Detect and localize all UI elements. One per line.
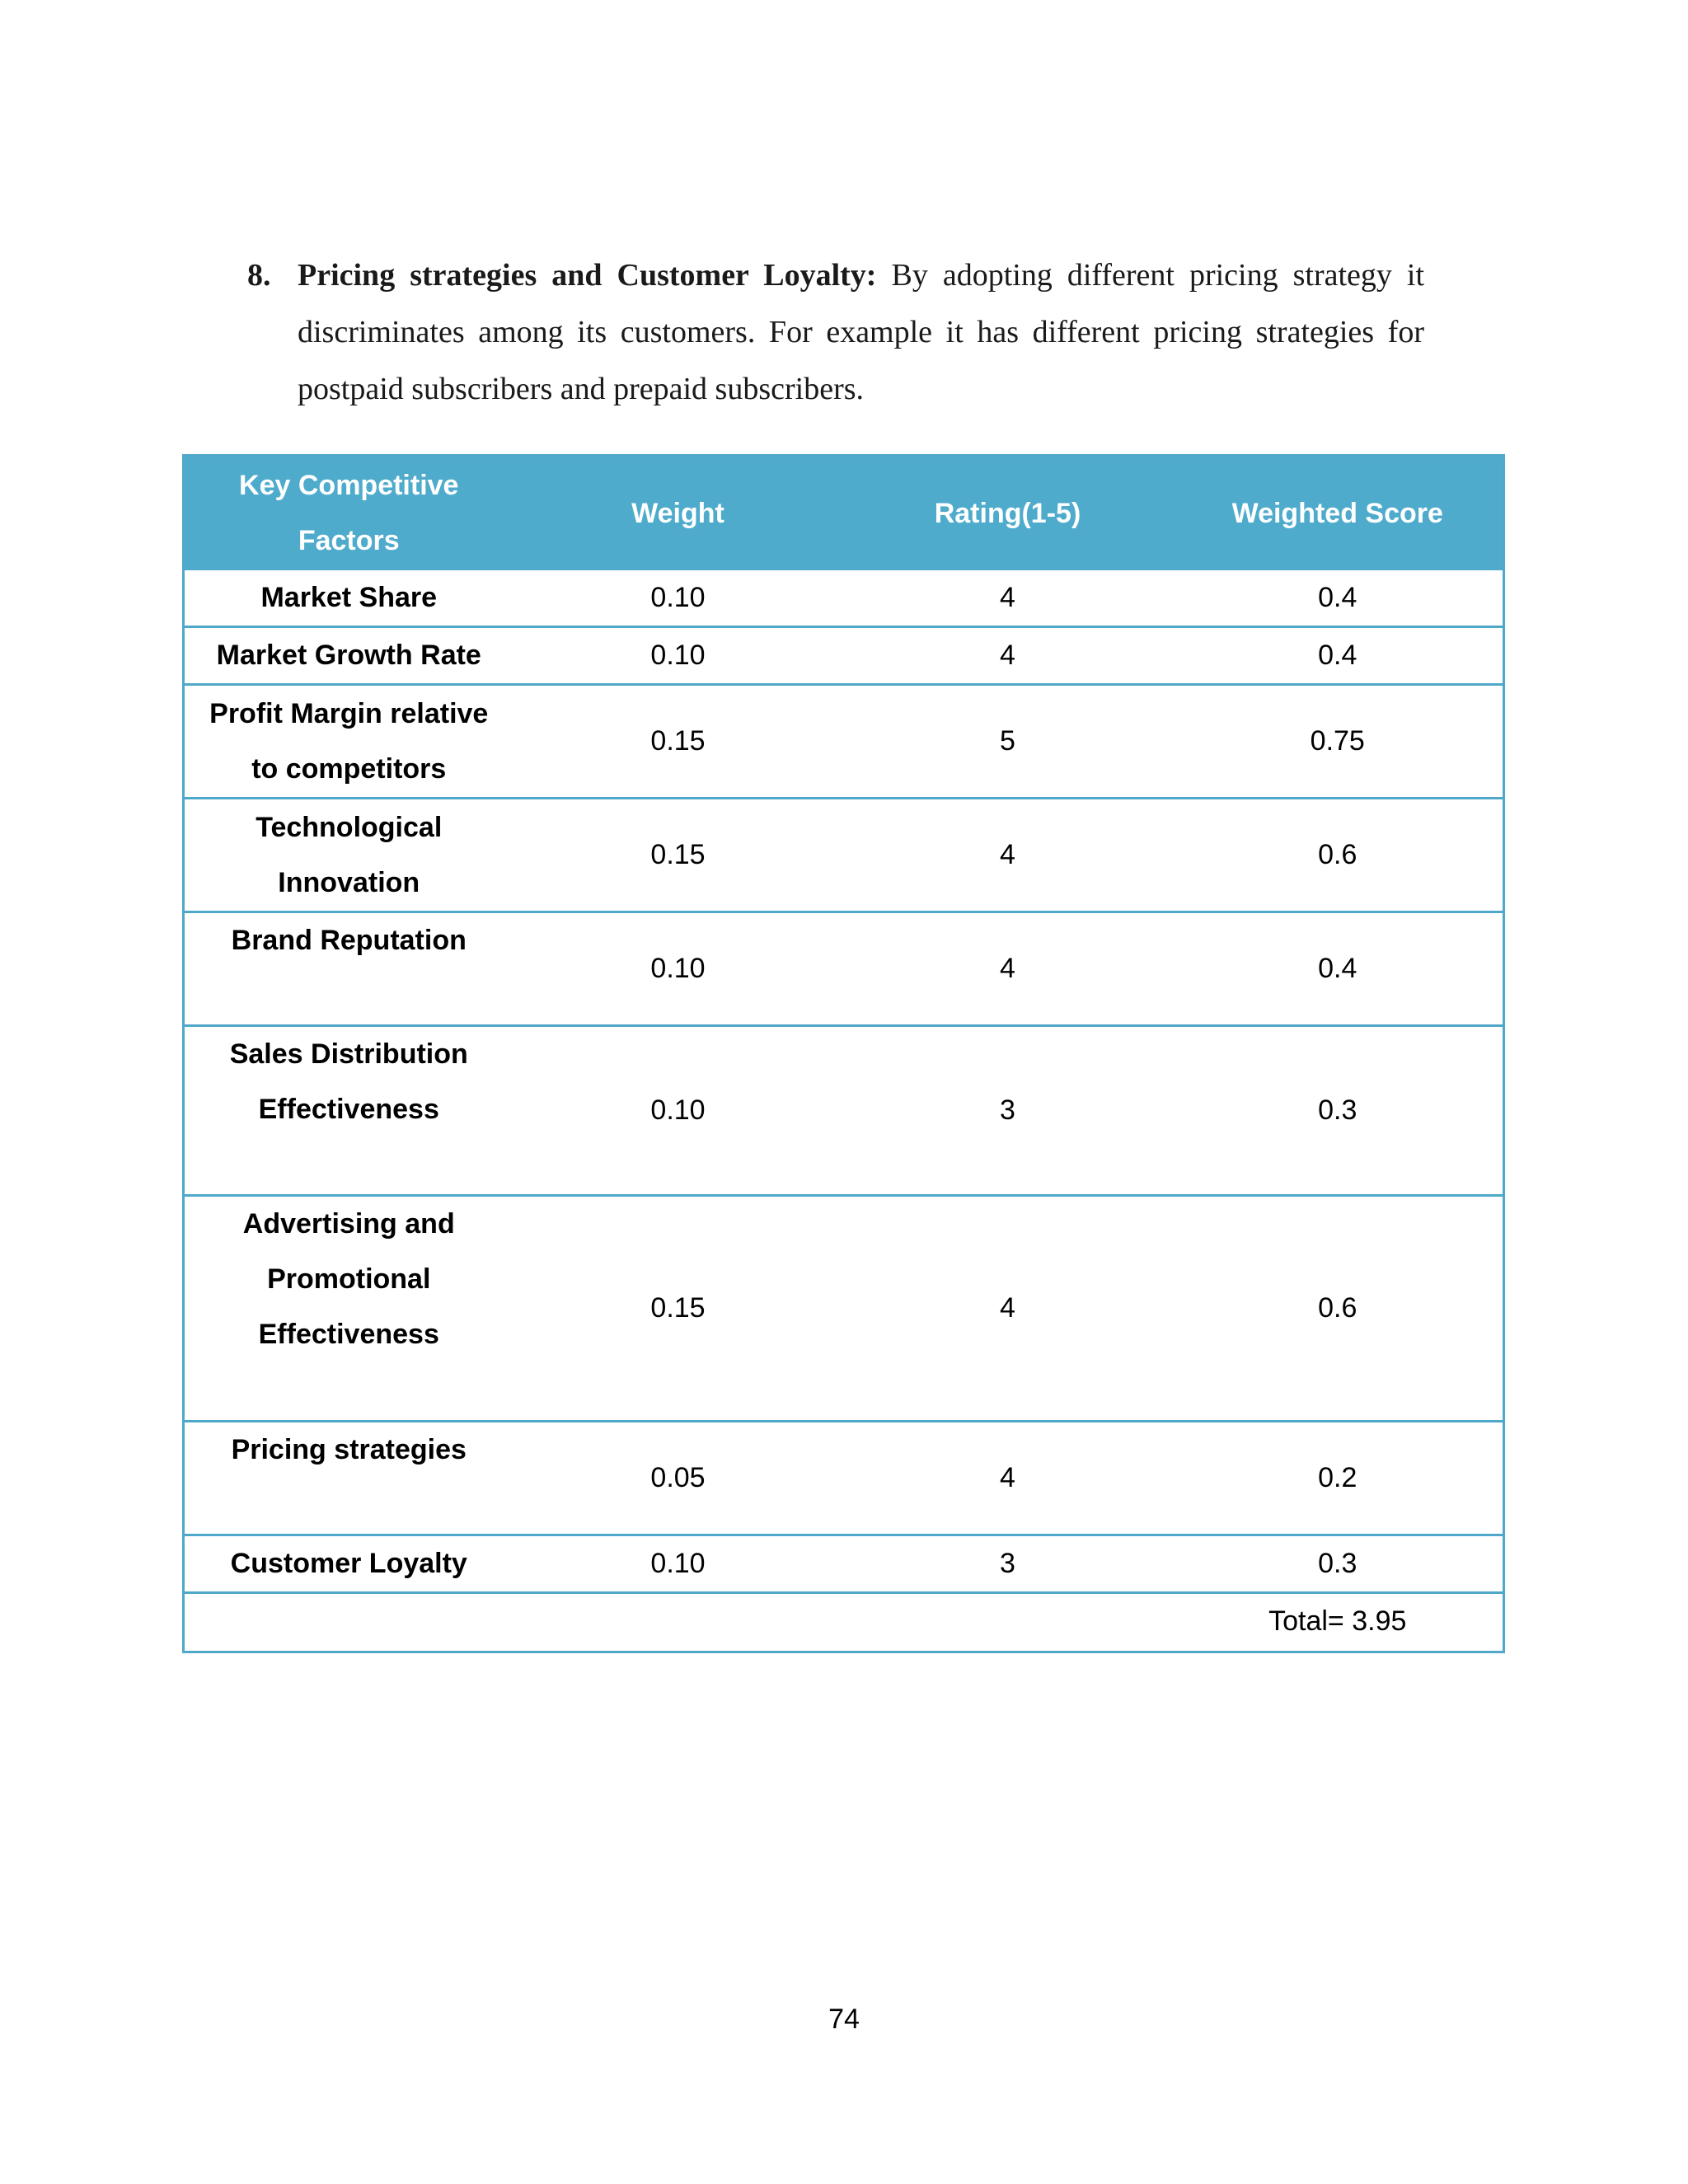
section-text: By adopting different pricing strategy it discriminates among its customers. For example it has different pricing strategies for postpaid subscribers and prepaid subscribers. bbox=[298, 258, 1425, 406]
factor-cell: Market Growth Rate bbox=[184, 627, 513, 685]
table-row bbox=[184, 570, 1504, 627]
header-key-factors: Key Competitive Factors bbox=[184, 456, 513, 571]
score-cell: 0.4 bbox=[1173, 912, 1504, 1026]
weight-cell: 0.10 bbox=[650, 582, 706, 613]
weight-cell: 0.10 bbox=[513, 627, 843, 685]
header-weight: Weight bbox=[513, 456, 843, 571]
score-cell: 0.6 bbox=[1173, 1196, 1504, 1422]
table-row bbox=[184, 1535, 1504, 1593]
weight-cell: 0.15 bbox=[513, 1196, 843, 1422]
score-cell: 0.4 bbox=[1173, 627, 1504, 685]
score-cell: 0.6 bbox=[1173, 799, 1504, 912]
weight-cell: 0.15 bbox=[513, 799, 843, 912]
factor-cell: Advertising and Promotional Effectiveness bbox=[184, 1196, 513, 1422]
total-cell: Total= 3.95 bbox=[1173, 1593, 1504, 1652]
factor-cell: Technological Innovation bbox=[184, 799, 513, 912]
section-item bbox=[247, 247, 1424, 418]
factor-cell: Profit Margin relative to competitors bbox=[184, 685, 513, 799]
table-row bbox=[184, 627, 1504, 685]
table-body bbox=[184, 570, 1504, 1652]
total-empty-cell bbox=[513, 1593, 843, 1652]
rating-cell: 4 bbox=[1000, 582, 1015, 613]
rating-cell: 4 bbox=[843, 1196, 1173, 1422]
score-cell: 0.2 bbox=[1173, 1422, 1504, 1535]
factor-cell: Pricing strategies bbox=[184, 1422, 513, 1535]
table-header bbox=[184, 456, 1504, 571]
weight-cell: 0.10 bbox=[513, 1026, 843, 1196]
weight-cell: 0.15 bbox=[513, 685, 843, 799]
total-empty-cell bbox=[184, 1593, 513, 1652]
total-row bbox=[184, 1593, 1504, 1652]
page-number: 74 bbox=[828, 2004, 860, 2035]
factor-cell: Customer Loyalty bbox=[184, 1535, 513, 1593]
table-row bbox=[184, 912, 1504, 1026]
rating-cell: 3 bbox=[843, 1026, 1173, 1196]
competitive-factors-table bbox=[182, 454, 1505, 1653]
table-row bbox=[184, 1422, 1504, 1535]
score-cell: 0.3 bbox=[1173, 1026, 1504, 1196]
total-empty-cell bbox=[843, 1593, 1173, 1652]
table-row bbox=[184, 1026, 1504, 1196]
rating-cell: 4 bbox=[843, 1422, 1173, 1535]
section-heading: Pricing strategies and Customer Loyalty: bbox=[298, 258, 877, 293]
header-weighted-score: Weighted Score bbox=[1173, 456, 1504, 571]
header-row bbox=[184, 456, 1504, 571]
weight-cell: 0.10 bbox=[513, 1535, 843, 1593]
table-row bbox=[184, 685, 1504, 799]
header-rating: Rating(1-5) bbox=[843, 456, 1173, 571]
rating-cell: 3 bbox=[843, 1535, 1173, 1593]
factor-cell: Market Share bbox=[260, 582, 438, 613]
rating-cell: 4 bbox=[843, 912, 1173, 1026]
rating-cell: 4 bbox=[843, 627, 1173, 685]
table-row bbox=[184, 799, 1504, 912]
section-paragraph bbox=[298, 247, 1424, 418]
weight-cell: 0.10 bbox=[513, 912, 843, 1026]
rating-cell: 5 bbox=[843, 685, 1173, 799]
factor-cell: Brand Reputation bbox=[184, 912, 513, 1026]
factor-cell: Sales Distribution Effectiveness bbox=[184, 1026, 513, 1196]
score-cell: 0.75 bbox=[1173, 685, 1504, 799]
table-row bbox=[184, 1196, 1504, 1422]
section-number: 8. bbox=[247, 258, 271, 293]
weight-cell: 0.05 bbox=[513, 1422, 843, 1535]
score-cell: 0.3 bbox=[1173, 1535, 1504, 1593]
score-cell: 0.4 bbox=[1318, 582, 1357, 613]
rating-cell: 4 bbox=[843, 799, 1173, 912]
